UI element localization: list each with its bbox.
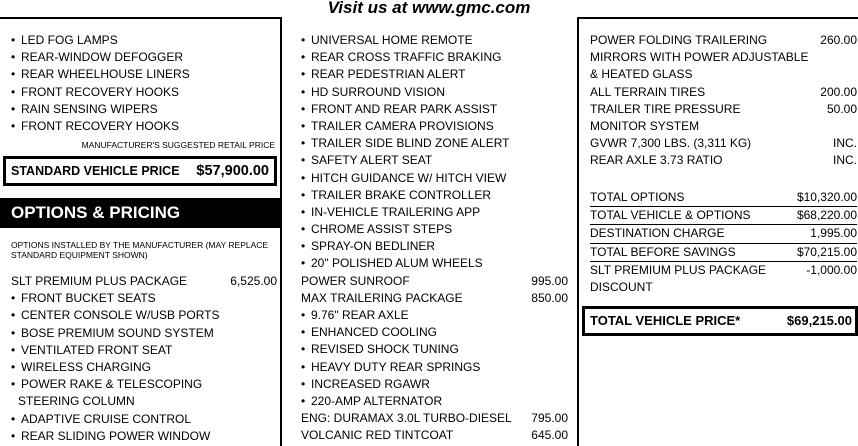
list-item: • FRONT AND REAR PARK ASSIST [301, 101, 568, 118]
additional-options-column [590, 32, 857, 170]
list-item: • SPRAY-ON BEDLINER [301, 238, 568, 255]
max-trailering-label: MAX TRAILERING PACKAGE [301, 290, 463, 305]
option-row [590, 84, 857, 101]
total-label: TOTAL VEHICLE & OPTIONS [590, 208, 751, 223]
options-pricing-heading: OPTIONS & PRICING [0, 198, 280, 228]
list-item: • TRAILER SIDE BLIND ZONE ALERT [301, 135, 568, 152]
list-item: • FRONT RECOVERY HOOKS [11, 118, 277, 135]
total-label: DISCOUNT [590, 279, 653, 294]
paint-row [301, 427, 568, 444]
total-row [590, 262, 857, 279]
option-label: TRAILER TIRE PRESSURE [590, 101, 741, 116]
total-label: TOTAL OPTIONS [590, 190, 685, 204]
standard-price-value: $57,900.00 [196, 163, 269, 179]
column-divider-2 [577, 17, 579, 446]
option-label: ALL TERRAIN TIRES [590, 84, 706, 99]
sunroof-price: 995.00 [531, 273, 568, 288]
engine-price: 795.00 [531, 411, 568, 426]
list-item: • WIRELESS CHARGING [11, 359, 277, 376]
list-item: • 220-AMP ALTERNATOR [301, 393, 568, 410]
list-item: • RAIN SENSING WIPERS [11, 101, 277, 118]
total-vehicle-price-box [582, 306, 858, 336]
total-value: -1,000.00 [806, 262, 857, 277]
list-item: • REAR PEDESTRIAN ALERT [301, 66, 568, 83]
list-item: • REAR WHEELHOUSE LINERS [11, 66, 277, 83]
sunroof-label: POWER SUNROOF [301, 273, 410, 288]
option-row [590, 135, 857, 152]
total-row [590, 244, 857, 262]
option-row [590, 32, 857, 49]
list-item: • ADAPTIVE CRUISE CONTROL [11, 411, 277, 428]
list-item: • REAR CROSS TRAFFIC BRAKING [301, 49, 568, 66]
list-item: • HEAVY DUTY REAR SPRINGS [301, 359, 568, 376]
option-value: 200.00 [820, 84, 857, 99]
total-value: $10,320.00 [796, 190, 857, 204]
list-item: • INCREASED RGAWR [301, 376, 568, 393]
total-label: TOTAL BEFORE SAVINGS [590, 244, 736, 259]
package-column [11, 273, 277, 445]
option-row [590, 118, 857, 135]
option-value: 50.00 [826, 101, 857, 116]
list-item: • REAR-WINDOW DEFOGGER [11, 49, 277, 66]
option-value: INC. [833, 136, 857, 151]
max-trailering-price: 850.00 [531, 290, 568, 305]
option-label: MONITOR SYSTEM [590, 118, 700, 133]
total-value: 1,995.00 [810, 226, 857, 241]
list-item: • HD SURROUND VISION [301, 84, 568, 101]
options-column [301, 32, 568, 445]
option-label: POWER FOLDING TRAILERING [590, 33, 768, 47]
option-row [590, 66, 857, 83]
total-row [590, 225, 857, 243]
standard-equipment-column [11, 32, 277, 153]
list-item: • IN-VEHICLE TRAILERING APP [301, 204, 568, 221]
total-label: DESTINATION CHARGE [590, 226, 725, 241]
sunroof-row [301, 273, 568, 290]
list-item: • REAR SLIDING POWER WINDOW [11, 428, 277, 445]
list-item: • FRONT BUCKET SEATS [11, 290, 277, 307]
list-item: • CHROME ASSIST STEPS [301, 221, 568, 238]
total-row [590, 279, 857, 296]
list-item: • HITCH GUIDANCE W/ HITCH VIEW [301, 170, 568, 187]
package-row [11, 273, 277, 290]
list-item: • POWER RAKE & TELESCOPING [11, 376, 277, 393]
total-row [590, 207, 857, 225]
list-item: • FRONT RECOVERY HOOKS [11, 84, 277, 101]
list-item: • LED FOG LAMPS [11, 32, 277, 49]
totals-column [590, 189, 857, 296]
total-vehicle-price-value: $69,215.00 [786, 313, 852, 328]
list-item: • CENTER CONSOLE W/USB PORTS [11, 307, 277, 324]
option-row [590, 49, 857, 66]
option-label: & HEATED GLASS [590, 67, 693, 82]
total-row [590, 189, 857, 207]
engine-row [301, 410, 568, 427]
list-item-continuation: STEERING COLUMN [18, 394, 135, 409]
standard-price-label: STANDARD VEHICLE PRICE [11, 164, 180, 178]
total-vehicle-price-label: TOTAL VEHICLE PRICE* [590, 313, 741, 328]
total-value: $70,215.00 [796, 244, 857, 259]
list-item: • 20" POLISHED ALUM WHEELS [301, 255, 568, 272]
paint-price: 645.00 [531, 428, 568, 443]
package-name: SLT PREMIUM PLUS PACKAGE [11, 274, 188, 288]
option-row [590, 101, 857, 118]
total-label: SLT PREMIUM PLUS PACKAGE [590, 262, 767, 277]
paint-label: VOLCANIC RED TINTCOAT [301, 428, 454, 443]
list-item: • ENHANCED COOLING [301, 324, 568, 341]
option-label: MIRRORS WITH POWER ADJUSTABLE [590, 50, 809, 65]
list-item: • 9.76" REAR AXLE [301, 307, 568, 324]
option-row [590, 152, 857, 169]
msrp-note: MANUFACTURER'S SUGGESTED RETAIL PRICE [81, 140, 275, 151]
option-value: INC. [833, 153, 857, 168]
option-label: GVWR 7,300 LBS. (3,311 KG) [590, 136, 752, 151]
package-price: 6,525.00 [230, 274, 277, 288]
total-value: $68,220.00 [796, 208, 857, 223]
list-item: • REVISED SHOCK TUNING [301, 341, 568, 358]
max-trailering-row [301, 290, 568, 307]
column-divider-1 [280, 17, 282, 446]
list-item: • SAFETY ALERT SEAT [301, 152, 568, 169]
website-banner: Visit us at www.gmc.com [327, 0, 531, 17]
list-item: • BOSE PREMIUM SOUND SYSTEM [11, 325, 277, 342]
top-rule-right [578, 17, 858, 19]
list-item: • VENTILATED FRONT SEAT [11, 342, 277, 359]
top-rule-left [0, 17, 280, 19]
list-item: • TRAILER BRAKE CONTROLLER [301, 187, 568, 204]
engine-label: ENG: DURAMAX 3.0L TURBO-DIESEL [301, 411, 512, 426]
list-item: • UNIVERSAL HOME REMOTE [301, 32, 568, 49]
option-label: REAR AXLE 3.73 RATIO [590, 153, 723, 168]
installed-options-note: OPTIONS INSTALLED BY THE MANUFACTURER (MAY REPLACE STANDARD EQUIPMENT SHOWN) [11, 240, 269, 260]
standard-price-box [3, 156, 277, 186]
list-item: • TRAILER CAMERA PROVISIONS [301, 118, 568, 135]
option-value: 260.00 [820, 33, 857, 47]
